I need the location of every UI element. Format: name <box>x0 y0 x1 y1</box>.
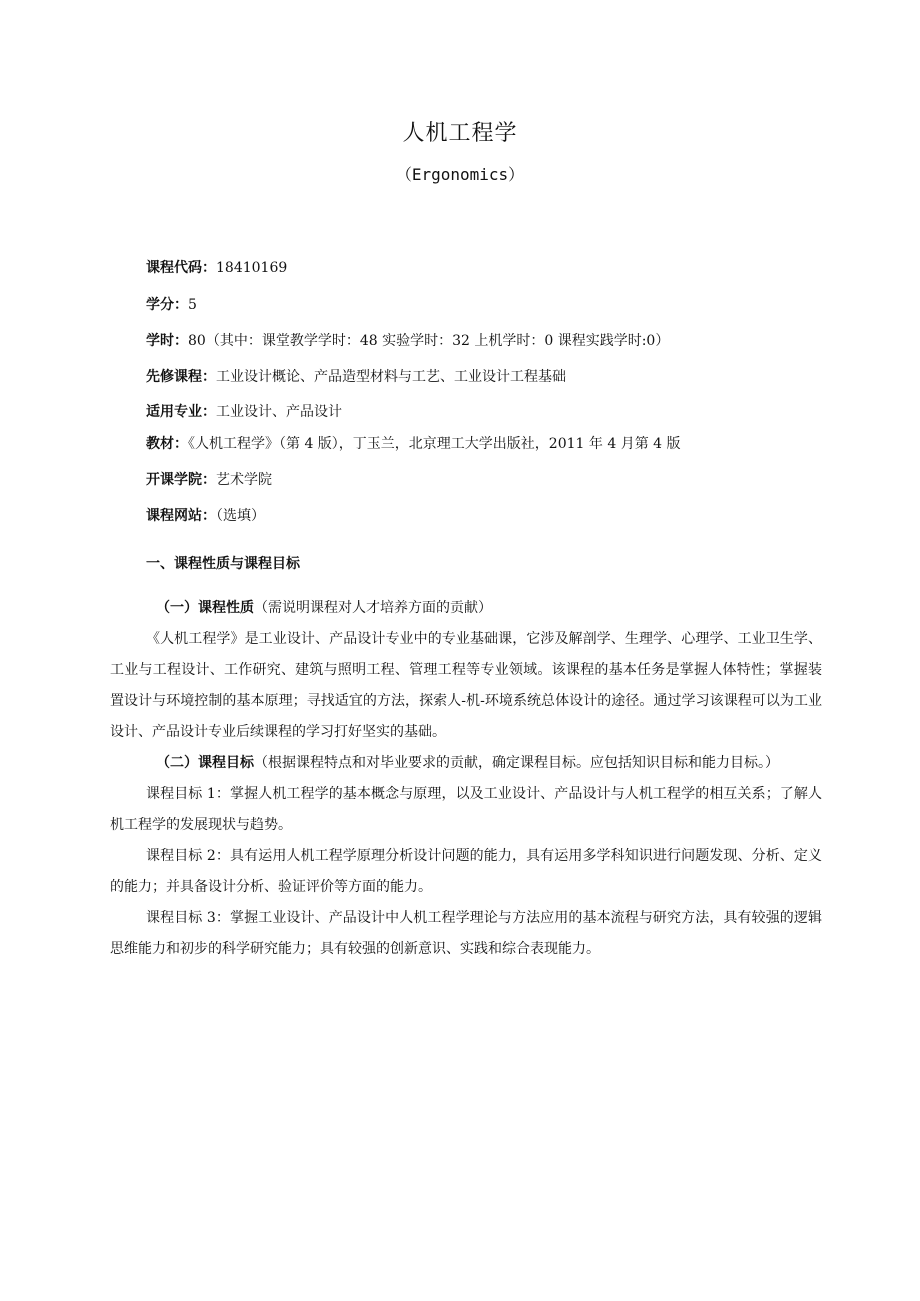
meta-value: 5 <box>188 297 197 313</box>
subheading: （二）课程目标 <box>156 755 254 771</box>
subheading: （一）课程性质 <box>156 600 254 616</box>
meta-label: 开课学院： <box>146 472 216 488</box>
meta-label: 课程代码： <box>146 260 216 276</box>
meta-label: 课程网站： <box>146 508 216 524</box>
goal-paragraph: 课程目标 3：掌握工业设计、产品设计中人机工程学理论与方法应用的基本流程与研究方法，具有较强的逻辑思维能力和初步的科学研究能力；具有较强的创新意识、实践和综合表现能力。 <box>110 910 822 957</box>
meta-college <box>146 470 826 490</box>
meta-value: （选填） <box>216 508 265 524</box>
meta-value: 《人机工程学》（第 4 版），丁玉兰，北京理工大学出版社，2011 年 4 月第 4 版 <box>188 436 681 452</box>
meta-course-code <box>146 258 826 278</box>
meta-value: 80（其中：课堂教学学时：48 实验学时：32 上机学时：0 课程实践学时:0） <box>188 333 670 349</box>
nature-heading <box>110 593 822 624</box>
meta-value: 18410169 <box>216 260 288 276</box>
section-heading: 一、课程性质与课程目标 <box>146 556 300 572</box>
section-body <box>110 593 822 965</box>
subheading-note: （需说明课程对人才培养方面的贡献） <box>254 600 492 616</box>
meta-value: 工业设计、产品设计 <box>216 404 342 420</box>
meta-label: 学分： <box>146 297 188 313</box>
document-title: 人机工程学 <box>402 121 518 146</box>
subheading-note: （根据课程特点和对毕业要求的贡献，确定课程目标。应包括知识目标和能力目标。） <box>254 755 779 771</box>
nature-paragraph: 《人机工程学》是工业设计、产品设计专业中的专业基础课，它涉及解剖学、生理学、心理学、工业卫生学、工业与工程设计、工作研究、建筑与照明工程、管理工程等专业领域。该课程的基本任务是掌握人体特性；掌握装置设计与环境控制的基本原理；寻找适宜的方法，探索人-机-环境系统总体设计的途径。通过学习该课程可以为工业设计、产品设计专业后续课程的学习打好坚实的基础。 <box>110 631 822 740</box>
meta-website <box>146 506 826 526</box>
meta-hours <box>146 331 826 351</box>
meta-value: 工业设计概论、产品造型材料与工艺、工业设计工程基础 <box>216 369 566 385</box>
goal-paragraph: 课程目标 1：掌握人机工程学的基本概念与原理，以及工业设计、产品设计与人机工程学的相互关系；了解人机工程学的发展现状与趋势。 <box>110 786 822 833</box>
meta-credits <box>146 295 826 315</box>
meta-label: 适用专业： <box>146 404 216 420</box>
meta-label: 学时： <box>146 333 188 349</box>
meta-label: 先修课程： <box>146 369 216 385</box>
meta-major <box>146 402 826 422</box>
goal-paragraph: 课程目标 2：具有运用人机工程学原理分析设计问题的能力，具有运用多学科知识进行问题发现、分析、定义的能力；并具备设计分析、验证评价等方面的能力。 <box>110 848 822 895</box>
goals-heading <box>110 748 822 779</box>
meta-value: 艺术学院 <box>216 472 272 488</box>
document-subtitle: （Ergonomics） <box>395 165 525 184</box>
meta-prerequisites <box>146 367 826 387</box>
meta-label: 教材： <box>146 436 188 452</box>
meta-textbook <box>146 434 826 454</box>
